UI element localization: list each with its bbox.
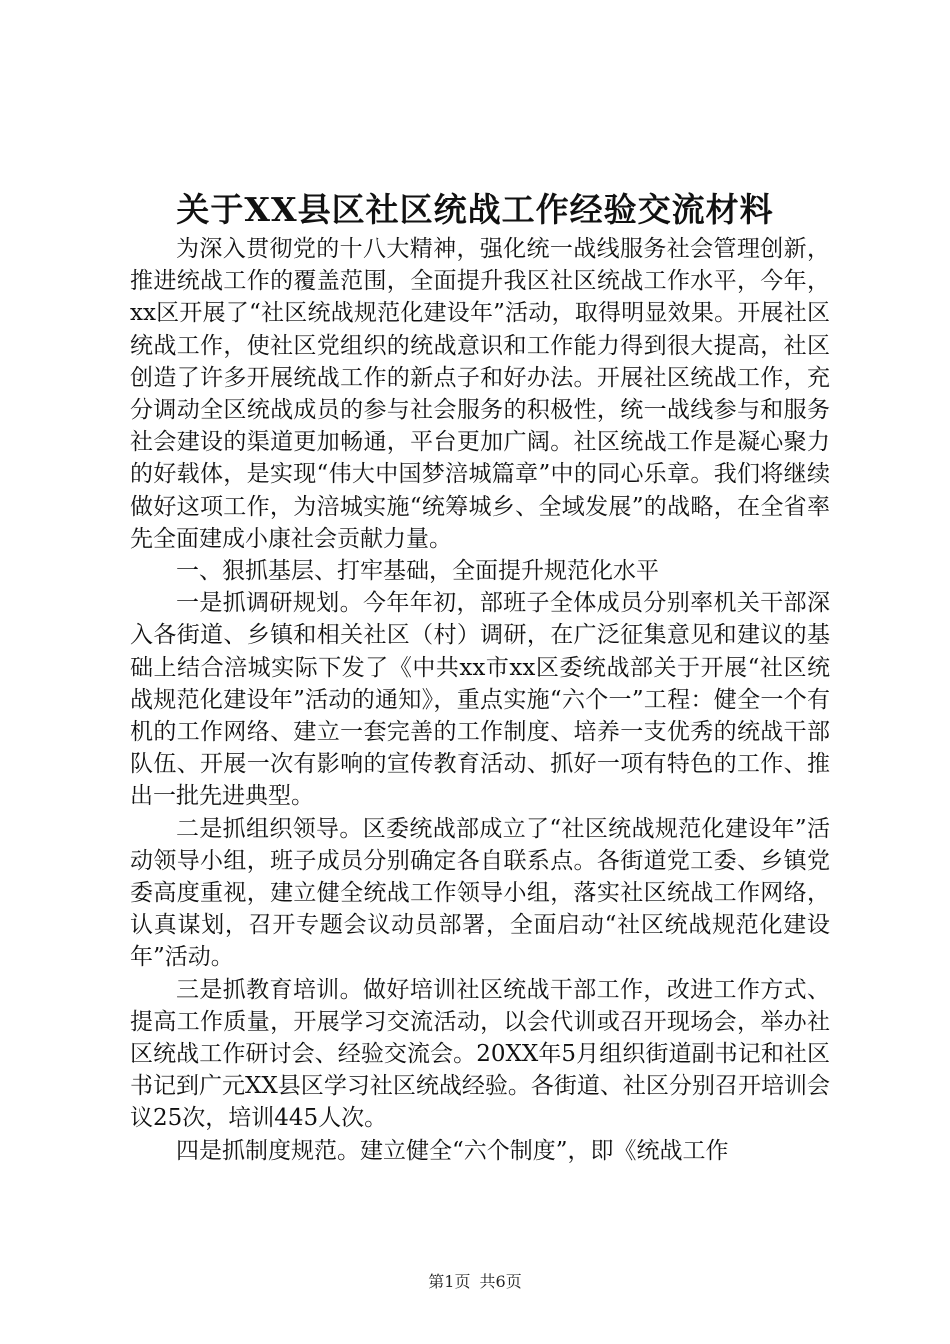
- intro-paragraph: 为深入贯彻党的十八大精神，强化统一战线服务社会管理创新，推进统战工作的覆盖范围，全面提升我区社区统战工作水平，今年，xx区开展了“社区统战规范化建设年”活动，取得明显效果。开展社区统战工作，使社区党组织的统战意识和工作能力得到很大提高，社区创造了许多开展统战工作的新点子和好办法。开展社区统战工作，充分调动全区统战成员的参与社会服务的积极性，统一战线参与和服务社会建设的渠道更加畅通，平台更加广阔。社区统战工作是凝心聚力的好载体，是实现“伟大中国梦涪城篇章”中的同心乐章。我们将继续做好这项工作，为涪城实施“统筹城乡、全域发展”的战略，在全省率先全面建成小康社会贡献力量。: [130, 236, 830, 552]
- page-footer: [0, 1270, 950, 1294]
- document-title: 关于XX县区社区统战工作经验交流材料: [176, 190, 774, 229]
- document-body: [130, 233, 830, 1167]
- body-paragraph: 一是抓调研规划。今年年初，部班子全体成员分别率机关干部深入各街道、乡镇和相关社区（村）调研，在广泛征集意见和建议的基础上结合涪城实际下发了《中共xx市xx区委统战部关于开展“社区统战规范化建设年”活动的通知》，重点实施“六个一”工程：健全一个有机的工作网络、建立一套完善的工作制度、培养一支优秀的统战干部队伍、开展一次有影响的宣传教育活动、抓好一项有特色的工作、推出一批先进典型。: [130, 590, 830, 810]
- body-paragraph: 三是抓教育培训。做好培训社区统战干部工作，改进工作方式、提高工作质量，开展学习交流活动，以会代训或召开现场会，举办社区统战工作研讨会、经验交流会。20XX年5月组织街道副书记和社区书记到广元XX县区学习社区统战经验。各街道、社区分别召开培训会议25次，培训445人次。: [130, 976, 830, 1132]
- page-number: 第1页: [428, 1272, 471, 1291]
- section-heading-1: 一、狠抓基层、打牢基础，全面提升规范化水平: [176, 558, 659, 585]
- body-paragraph: 二是抓组织领导。区委统战部成立了“社区统战规范化建设年”活动领导小组，班子成员分别确定各自联系点。各街道党工委、乡镇党委高度重视，建立健全统战工作领导小组，落实社区统战工作网络，认真谋划，召开专题会议动员部署，全面启动“社区统战规范化建设年”活动。: [130, 815, 830, 971]
- body-paragraph: 四是抓制度规范。建立健全“六个制度”，即《统战工作: [176, 1137, 729, 1164]
- page-total: 共6页: [479, 1272, 522, 1291]
